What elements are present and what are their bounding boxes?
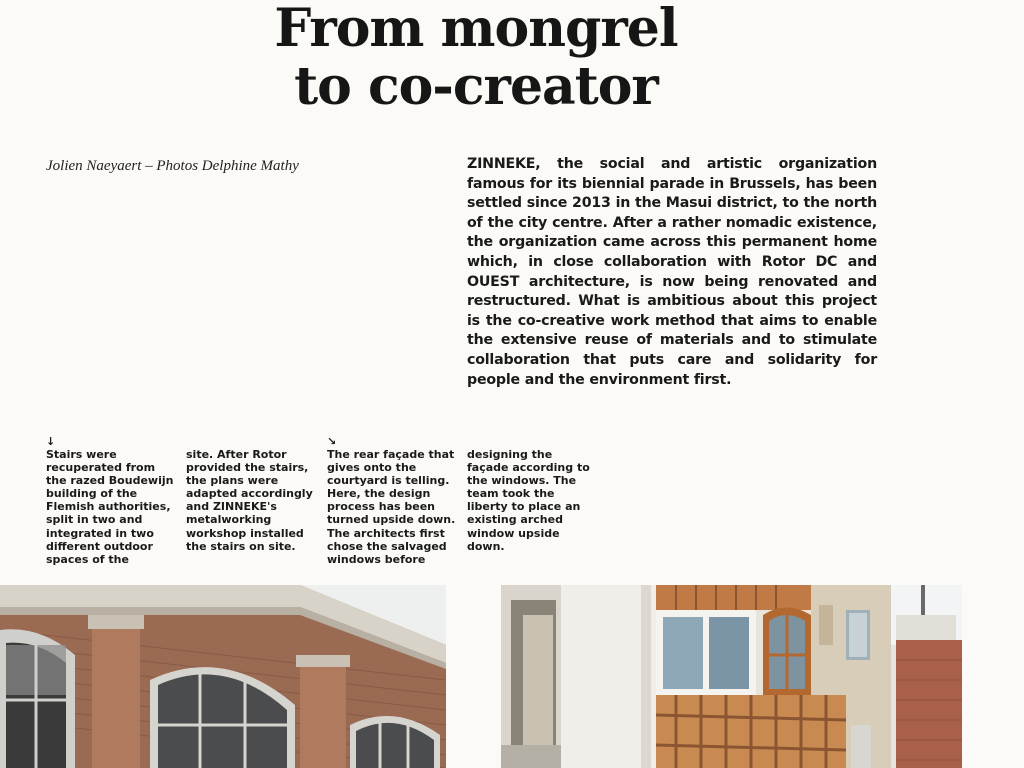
photo-rear-facade	[501, 585, 962, 768]
brick-facade-illustration	[0, 585, 446, 768]
caption-facade-part1	[327, 435, 457, 566]
arrow-down-right-icon: ↘	[327, 435, 337, 448]
rear-facade-illustration	[501, 585, 962, 768]
byline: Jolien Naeyaert – Photos Delphine Mathy	[46, 158, 299, 174]
arrow-down-icon: ↓	[46, 435, 56, 448]
caption-text: Stairs were recuperated from the razed Boudewijn building of the Flemish authorities, split in two and integrated in two different outdoor spaces of the	[46, 448, 174, 566]
caption-facade-part2	[467, 448, 597, 553]
photo-brick-facade	[0, 585, 446, 768]
article-title	[246, 0, 706, 116]
caption-stairs-part1	[46, 435, 176, 566]
title-line-1: From mongrel	[274, 0, 678, 59]
caption-text: The rear façade that gives onto the courtyard is telling. Here, the design process has been turned upside down. The architects first chose the salvaged windows before	[327, 448, 456, 566]
caption-stairs-part2	[186, 448, 316, 553]
caption-text: designing the façade according to the windows. The team took the liberty to place an existing arched window upside down.	[467, 448, 590, 553]
intro-paragraph: ZINNEKE, the social and artistic organization famous for its biennial parade in Brussels, has been settled since 2013 in the Masui district, to the north of the city centre. After a rather nomadic existence, the organization came across this permanent home which, in close collaboration with Rotor DC and OUEST architecture, is now being renovated and restructured. What is ambitious about this project is the co-creative work method that aims to enable the extensive reuse of materials and to stimulate collaboration that puts care and solidarity for people and the environment first.	[467, 156, 877, 388]
caption-text: site. After Rotor provided the stairs, the plans were adapted accordingly and ZINNEKE's metalworking workshop installed the stairs on site.	[186, 448, 313, 553]
title-line-2: to co-creator	[294, 56, 658, 117]
